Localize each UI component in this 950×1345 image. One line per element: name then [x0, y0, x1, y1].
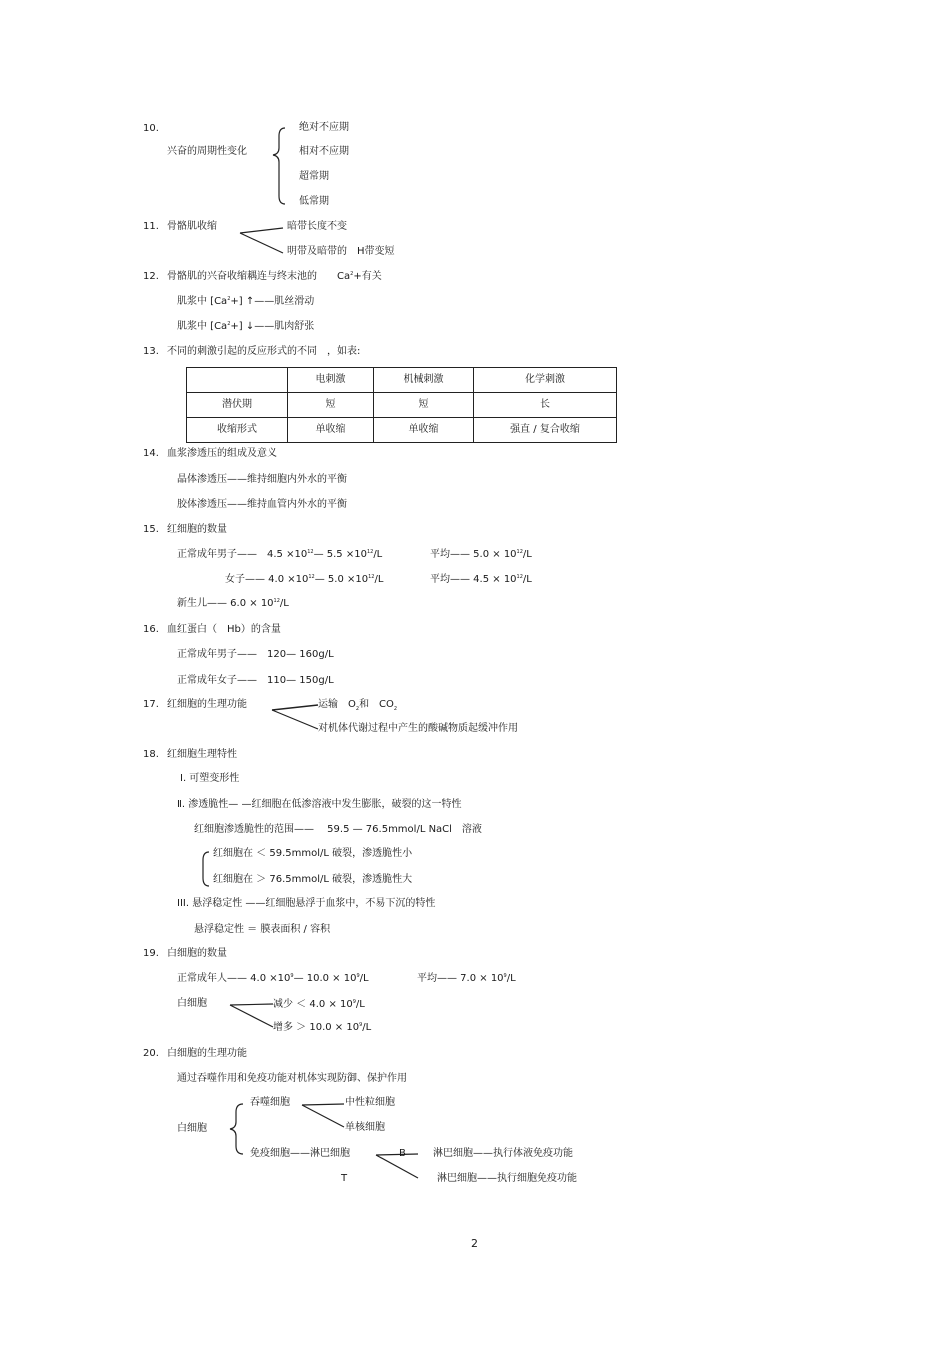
s16-line-1: 正常成年男子—— 120— 160g/L [177, 649, 334, 660]
table-cell: 潜伏期 [187, 393, 288, 418]
fork-s11-lower [240, 233, 283, 253]
s20-phagocyte: 吞噬细胞 [250, 1097, 290, 1108]
s10-number: 10. [143, 123, 159, 134]
s11-item-2: 明带及暗带的 H带变短 [287, 246, 395, 257]
table-header-cell [187, 368, 288, 393]
s12-number: 12. [143, 271, 159, 282]
s10-label: 兴奋的周期性变化 [167, 146, 247, 157]
s18-number: 18. [143, 749, 159, 760]
fork-s19-lower [230, 1005, 273, 1027]
s16-title: 血红蛋白（ Hb）的含量 [167, 624, 281, 635]
brace-s20 [230, 1104, 243, 1154]
table-cell: 强直 / 复合收缩 [474, 418, 617, 443]
s15-female-range: 女子—— $4.0 \times 10^{12}—$ $5.0 \times 10^{12}/L$ [225, 574, 384, 585]
s20-phago-item-2: 单核细胞 [345, 1122, 385, 1133]
s14-title: 血浆渗透压的组成及意义 [167, 448, 277, 459]
s15-female-average: 平均—— $4.5 \times 10^{12}/L$ [430, 574, 532, 585]
s20-number: 20. [143, 1048, 159, 1059]
s18-property-2: Ⅱ. 渗透脆性— —红细胞在低渗溶液中发生膨胀，破裂的这一特性 [177, 799, 462, 810]
s19-number: 19. [143, 948, 159, 959]
table-cell: 短 [374, 393, 474, 418]
fork-s17-upper [272, 705, 318, 710]
table-cell: 短 [288, 393, 374, 418]
s20-description: 通过吞噬作用和免疫功能对机体实现防御、保护作用 [177, 1073, 407, 1084]
s20-b-function: 淋巴细胞——执行体液免疫功能 [433, 1148, 573, 1159]
s18-fragility-item-1: 红细胞在 ＜ 59.5mmol/L 破裂，渗透脆性小 [213, 848, 413, 859]
s18-title: 红细胞生理特性 [167, 749, 237, 760]
s15-male-range: 正常成年男子—— $4.5 \times 10^{12}—$ $5.5 \times 10^{12}/L$ [177, 549, 383, 560]
s10-item-1: 绝对不应期 [299, 122, 349, 133]
s18-property-3: III. 悬浮稳定性 ——红细胞悬浮于血浆中，不易下沉的特性 [177, 898, 436, 909]
table-header-row [187, 368, 617, 393]
s17-number: 17. [143, 699, 159, 710]
s19-decrease: 减少 ＜ $4.0 \times 10^9/L$ [273, 999, 365, 1010]
s16-line-2: 正常成年女子—— 110— 150g/L [177, 675, 334, 686]
s20-t-label: T [341, 1173, 348, 1184]
fork-s11-upper [240, 228, 283, 233]
s13-title: 不同的刺激引起的反应形式的不同 ，如表: [167, 346, 361, 357]
s12-line-2: 肌浆中 $[Ca^2+]$ ↓——肌肉舒张 [177, 321, 315, 332]
s11-item-1: 暗带长度不变 [287, 221, 347, 232]
fork-s20-phago-upper [302, 1104, 344, 1105]
table-cell: 单收缩 [374, 418, 474, 443]
s11-number: 11. [143, 221, 159, 232]
table-cell: 单收缩 [288, 418, 374, 443]
fork-s20-lymph-upper [376, 1154, 418, 1155]
s14-line-2: 胶体渗透压——维持血管内外水的平衡 [177, 499, 347, 510]
s19-title: 白细胞的数量 [167, 948, 227, 959]
s20-phago-item-1: 中性粒细胞 [345, 1097, 395, 1108]
fork-s20-phago-lower [302, 1105, 344, 1127]
s15-male-average: 平均—— $5.0 \times 10^{12}/L$ [430, 549, 532, 560]
reaction-table [186, 367, 617, 443]
s13-number: 13. [143, 346, 159, 357]
s19-average: 平均—— $7.0 \times 10^9/L$ [417, 973, 516, 984]
s15-number: 15. [143, 524, 159, 535]
s20-immune-cell: 免疫细胞——淋巴细胞 [250, 1148, 350, 1159]
s12-line-1: 肌浆中 $[Ca^2+]$ ↑——肌丝滑动 [177, 296, 315, 307]
s11-label: 骨骼肌收缩 [167, 221, 217, 232]
s17-item-2: 对机体代谢过程中产生的酸碱物质起缓冲作用 [318, 723, 518, 734]
s18-fragility-item-2: 红细胞在 ＞ 76.5mmol/L 破裂，渗透脆性大 [213, 874, 413, 885]
s20-title: 白细胞的生理功能 [167, 1048, 247, 1059]
s10-item-3: 超常期 [299, 171, 329, 182]
s16-number: 16. [143, 624, 159, 635]
brace-s18 [203, 852, 209, 886]
brace-s10 [273, 128, 285, 204]
table-header-cell: 化学刺激 [474, 368, 617, 393]
table-row [187, 418, 617, 443]
s17-item-1: 运输 $O_2$和 $CO_2$ [318, 699, 398, 712]
s20-t-function: 淋巴细胞——执行细胞免疫功能 [437, 1173, 577, 1184]
s14-number: 14. [143, 448, 159, 459]
page-number: 2 [471, 1237, 478, 1250]
s10-item-4: 低常期 [299, 196, 329, 207]
s10-item-2: 相对不应期 [299, 146, 349, 157]
table-header-cell: 机械刺激 [374, 368, 474, 393]
s14-line-1: 晶体渗透压——维持细胞内外水的平衡 [177, 474, 347, 485]
s19-range: 正常成年人—— $4.0 \times 10^9—$ $10.0 \times 10^9/L$ [177, 973, 369, 984]
s15-newborn: 新生儿—— $6.0 \times 10^{12}/L$ [177, 598, 289, 609]
s17-label: 红细胞的生理功能 [167, 699, 247, 710]
s20-label: 白细胞 [177, 1123, 207, 1134]
table-cell: 长 [474, 393, 617, 418]
s18-property-1: Ⅰ. 可塑变形性 [180, 773, 240, 784]
s20-b-label: B [399, 1148, 406, 1159]
s15-title: 红细胞的数量 [167, 524, 227, 535]
s18-formula: 悬浮稳定性 ＝ 膜表面积 / 容积 [194, 924, 331, 935]
s12-title: 骨骼肌的兴奋收缩耦连与终末池的 $Ca^2+$有关 [167, 271, 382, 282]
table-header-cell: 电刺激 [288, 368, 374, 393]
fork-s17-lower [272, 710, 318, 729]
table-cell: 收缩形式 [187, 418, 288, 443]
table-row [187, 393, 617, 418]
fork-s19-upper [230, 1004, 273, 1005]
s19-increase: 增多 ＞ $10.0 \times 10^9/L$ [273, 1022, 372, 1033]
s19-label: 白细胞 [177, 998, 207, 1009]
s18-fragility-range: 红细胞渗透脆性的范围—— 59.5 — 76.5mmol/L NaCl 溶液 [194, 824, 482, 835]
fork-s20-lymph-lower [376, 1155, 418, 1178]
